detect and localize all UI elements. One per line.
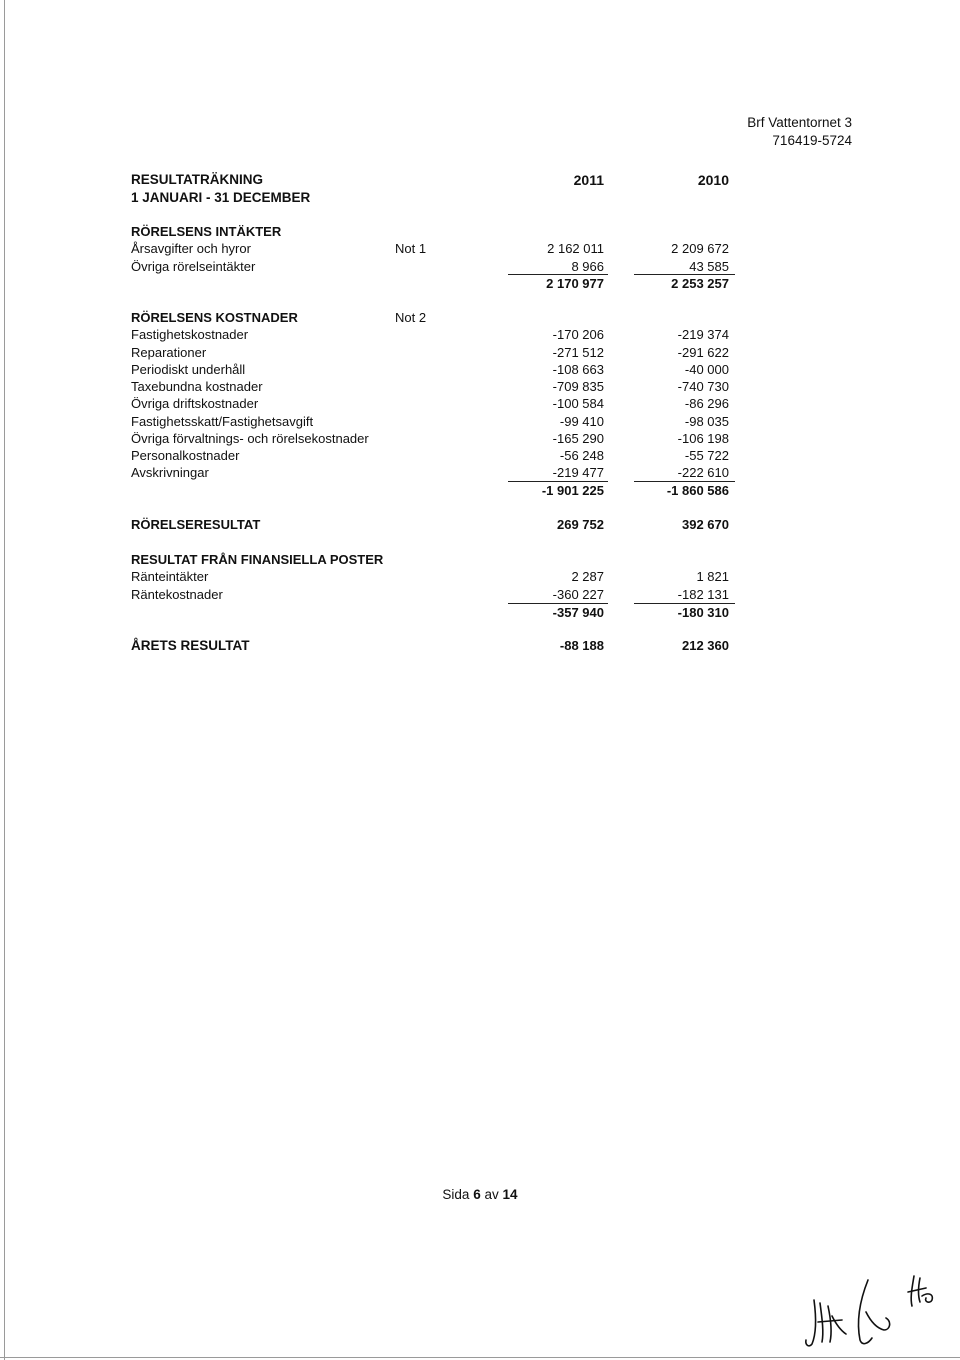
cost-row-value-2010: -219 374 <box>677 327 729 342</box>
costs-total-2011: -1 901 225 <box>541 483 604 498</box>
cost-row-value-2011: -709 835 <box>552 379 604 394</box>
financial-sum-rule-2010 <box>634 603 735 604</box>
costs-heading: RÖRELSENS KOSTNADER <box>131 310 298 325</box>
cost-row-value-2010: -291 622 <box>677 345 729 360</box>
cost-row-label: Avskrivningar <box>131 465 209 480</box>
cost-row-value-2010: -106 198 <box>677 431 729 446</box>
income-row-note: Not 1 <box>395 241 427 256</box>
year-column-2: 2010 <box>697 172 729 188</box>
cost-row-label: Reparationer <box>131 345 207 360</box>
cost-row-label: Taxebundna kostnader <box>131 379 263 394</box>
organization-number: 716419-5724 <box>772 133 852 148</box>
income-heading: RÖRELSENS INTÄKTER <box>131 224 282 239</box>
financial-sum-rule-2011 <box>508 603 608 604</box>
income-sum-rule-2011 <box>508 274 608 275</box>
costs-sum-rule-2010 <box>634 481 735 482</box>
financial-total-2010: -180 310 <box>677 605 729 620</box>
cost-row-value-2011: -56 248 <box>559 448 604 463</box>
financial-row-value-2010: 1 821 <box>696 569 729 584</box>
page-number-middle: av <box>484 1187 499 1202</box>
year-result-2010: 212 360 <box>682 638 729 653</box>
cost-row-label: Periodiskt underhåll <box>131 362 246 377</box>
cost-row-value-2011: -99 410 <box>559 414 604 429</box>
cost-row-value-2010: -86 296 <box>684 396 729 411</box>
financial-heading: RESULTAT FRÅN FINANSIELLA POSTER <box>131 552 384 567</box>
handwritten-initials <box>802 1270 952 1350</box>
cost-row-label: Personalkostnader <box>131 448 240 463</box>
cost-row-value-2010: -222 610 <box>677 465 729 480</box>
cost-row-label: Fastighetsskatt/Fastighetsavgift <box>131 414 314 429</box>
page-number <box>0 1187 960 1202</box>
cost-row-value-2010: -55 722 <box>684 448 729 463</box>
financial-total-2011: -357 940 <box>552 605 604 620</box>
financial-row-value-2011: 2 287 <box>571 569 604 584</box>
page-number-total: 14 <box>502 1187 518 1202</box>
cost-row-value-2010: -98 035 <box>684 414 729 429</box>
cost-row-label: Övriga förvaltnings- och rörelsekostnader <box>131 431 369 446</box>
costs-total-2010: -1 860 586 <box>666 483 729 498</box>
cost-row-value-2011: -100 584 <box>552 396 604 411</box>
income-row-value-2011: 8 966 <box>571 259 604 274</box>
financial-row-label: Räntekostnader <box>131 587 223 602</box>
income-row-value-2010: 43 585 <box>689 259 729 274</box>
cost-row-label: Fastighetskostnader <box>131 327 249 342</box>
income-total-2010: 2 253 257 <box>671 276 729 291</box>
income-row-label: Övriga rörelseintäkter <box>131 259 256 274</box>
cost-row-value-2011: -108 663 <box>552 362 604 377</box>
cost-row-value-2011: -165 290 <box>552 431 604 446</box>
operating-result-2011: 269 752 <box>557 517 604 532</box>
operating-result-2010: 392 670 <box>682 517 729 532</box>
scan-edge-line <box>4 0 5 1360</box>
year-result-2011: -88 188 <box>559 638 604 653</box>
year-result-label: ÅRETS RESULTAT <box>131 638 250 653</box>
cost-row-value-2010: -740 730 <box>677 379 729 394</box>
page-number-prefix: Sida <box>442 1187 470 1202</box>
scan-bottom-line <box>0 1357 960 1358</box>
financial-row-value-2010: -182 131 <box>677 587 729 602</box>
operating-result-label: RÖRELSERESULTAT <box>131 517 261 532</box>
income-row-label: Årsavgifter och hyror <box>131 241 251 256</box>
organization-name: Brf Vattentornet 3 <box>747 115 852 130</box>
cost-row-value-2010: -40 000 <box>684 362 729 377</box>
page-number-current: 6 <box>473 1187 481 1202</box>
financial-row-value-2011: -360 227 <box>552 587 604 602</box>
cost-row-value-2011: -219 477 <box>552 465 604 480</box>
income-row-value-2011: 2 162 011 <box>547 241 604 256</box>
report-title: RESULTATRÄKNING <box>131 172 263 187</box>
income-row-value-2010: 2 209 672 <box>671 241 729 256</box>
report-period: 1 JANUARI - 31 DECEMBER <box>131 190 311 205</box>
cost-row-label: Övriga driftskostnader <box>131 396 259 411</box>
costs-sum-rule-2011 <box>508 481 608 482</box>
financial-row-label: Ränteintäkter <box>131 569 209 584</box>
cost-row-value-2011: -170 206 <box>552 327 604 342</box>
year-column-1: 2011 <box>573 172 604 188</box>
income-total-2011: 2 170 977 <box>546 276 604 291</box>
organization-header <box>747 114 852 150</box>
income-sum-rule-2010 <box>634 274 735 275</box>
cost-row-value-2011: -271 512 <box>552 345 604 360</box>
costs-note: Not 2 <box>395 310 427 325</box>
